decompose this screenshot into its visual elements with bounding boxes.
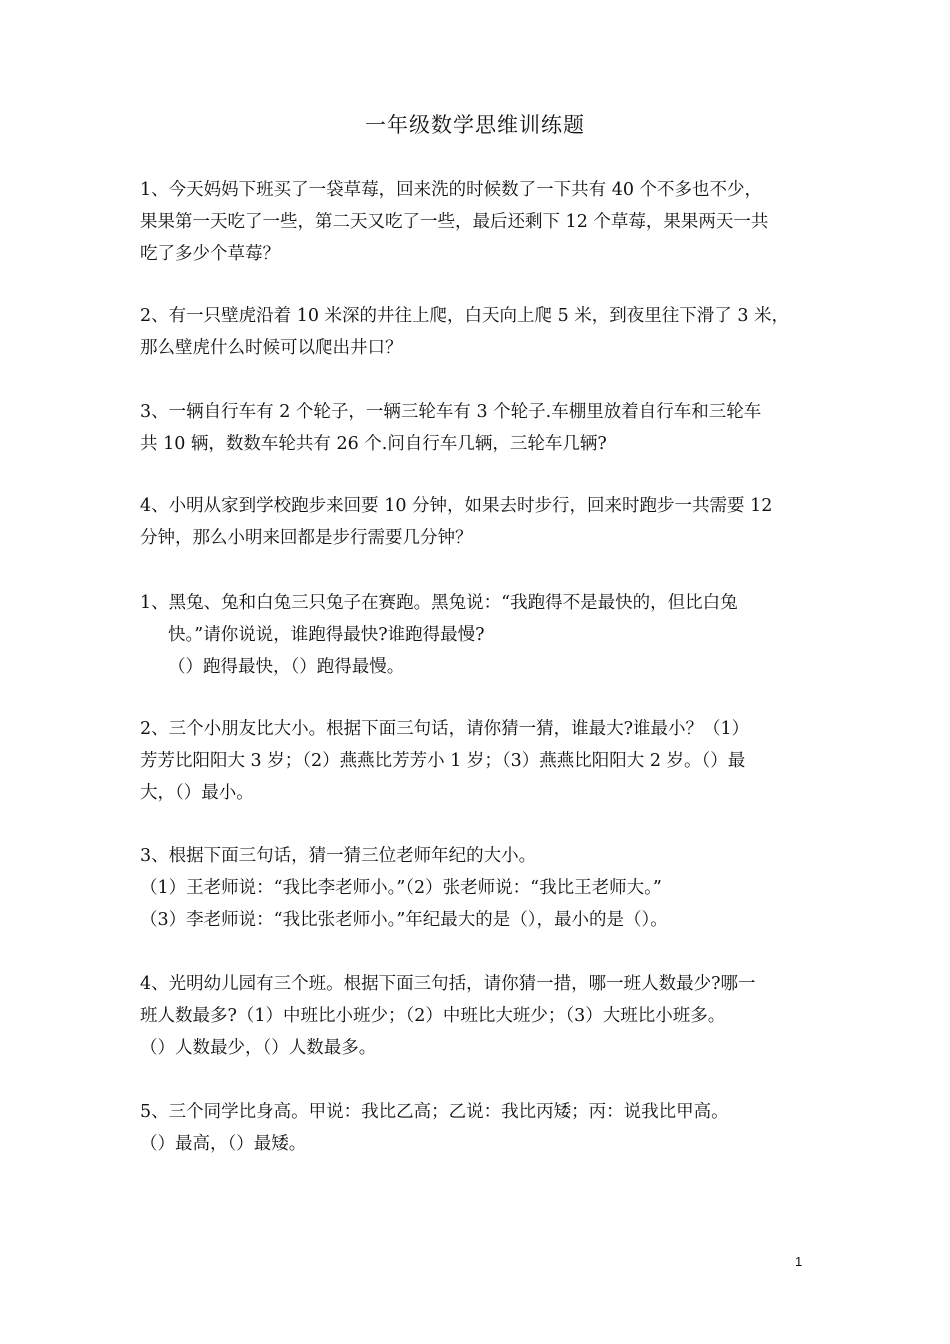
question-line: 3、一辆自行车有 2 个轮子，一辆三轮车有 3 个轮子.车棚里放着自行车和三轮车 xyxy=(140,402,762,422)
answer-blank-line: （）人数最少，（）人数最多。 xyxy=(140,1038,377,1058)
question-line: （3）李老师说：“我比张老师小。”年纪最大的是（），最小的是（）。 xyxy=(140,910,668,930)
question-line: 1、今天妈妈下班买了一袋草莓，回来洗的时候数了一下共有 40 个不多也不少， xyxy=(140,180,763,200)
page-number: 1 xyxy=(795,1254,803,1269)
question-line: 3、根据下面三句话，猜一猜三位老师年纪的大小。 xyxy=(140,846,537,866)
question-line: 快。”请你说说，谁跑得最快?谁跑得最慢? xyxy=(168,625,485,645)
question-line: 2、有一只壁虎沿着 10 米深的井往上爬，白天向上爬 5 米，到夜里往下滑了 3 米， xyxy=(140,306,790,326)
question-line: 4、光明幼儿园有三个班。根据下面三句括，请你猜一措，哪一班人数最少?哪一 xyxy=(140,974,756,994)
logic-question-5 xyxy=(140,1096,820,1160)
question-4 xyxy=(140,490,820,554)
question-line: 1、黑兔、兔和白兔三只兔子在赛跑。黑兔说：“我跑得不是最快的，但比白兔 xyxy=(140,593,738,613)
question-line: 共 10 辆，数数车轮共有 26 个.问自行车几辆，三轮车几辆? xyxy=(140,434,607,454)
question-line: 2、三个小朋友比大小。根据下面三句话，请你猜一猜，谁最大?谁最小？（1） xyxy=(140,719,750,739)
logic-question-2 xyxy=(140,713,820,809)
question-line: 班人数最多?（1）中班比小班少；（2）中班比大班少；（3）大班比小班多。 xyxy=(140,1006,726,1026)
question-line: 吃了多少个草莓？ xyxy=(140,244,280,264)
answer-blank-line: （）跑得最快，（）跑得最慢。 xyxy=(168,657,405,677)
logic-question-3 xyxy=(140,840,820,936)
question-line: 那么壁虎什么时候可以爬出井口？ xyxy=(140,338,403,358)
logic-question-4 xyxy=(140,968,820,1064)
question-1 xyxy=(140,174,820,270)
question-3 xyxy=(140,396,820,460)
logic-question-1 xyxy=(140,587,820,683)
question-line: 5、三个同学比身高。甲说：我比乙高；乙说：我比丙矮；丙：说我比甲高。 xyxy=(140,1102,729,1122)
question-line: （1）王老师说：“我比李老师小。”（2）张老师说：“我比王老师大。” xyxy=(140,878,662,898)
question-line: 果果第一天吃了一些，第二天又吃了一些，最后还剩下 12 个草莓，果果两天一共 xyxy=(140,212,769,232)
question-2 xyxy=(140,300,820,364)
question-line: 芳芳比阳阳大 3 岁；（2）燕燕比芳芳小 1 岁；（3）燕燕比阳阳大 2 岁。（）最 xyxy=(140,751,746,771)
question-line: 分钟，那么小明来回都是步行需要几分钟？ xyxy=(140,528,473,548)
page-title: 一年级数学思维训练题 xyxy=(365,113,585,137)
question-line: 4、小明从家到学校跑步来回要 10 分钟，如果去时步行，回来时跑步一共需要 12 xyxy=(140,496,773,516)
answer-blank-line: （）最高，（）最矮。 xyxy=(140,1134,307,1154)
answer-blank-line: 大，（）最小。 xyxy=(140,783,254,803)
